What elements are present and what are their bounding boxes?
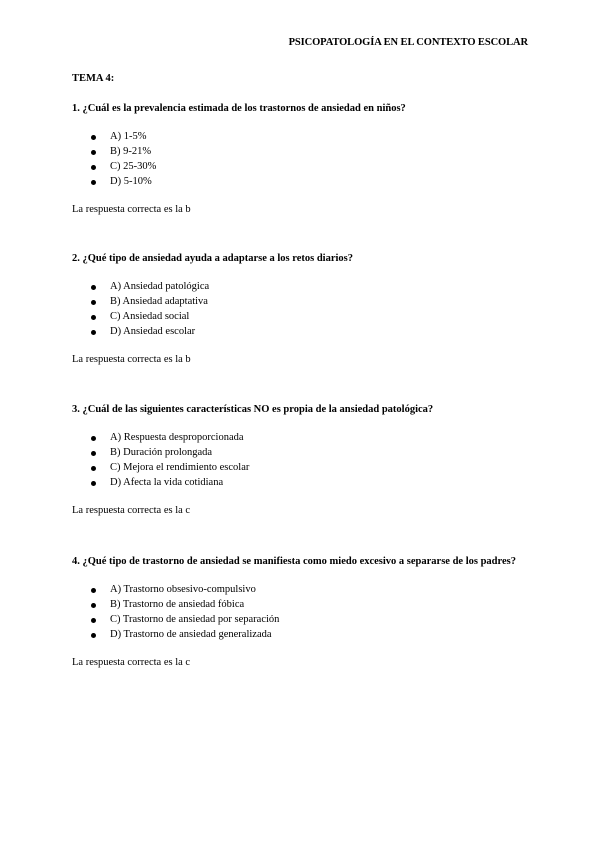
question-block-2 (72, 252, 528, 367)
option-label: A) 1-5% (110, 131, 147, 142)
bullet-icon (91, 285, 96, 290)
option-item (72, 294, 528, 309)
bullet-icon (91, 165, 96, 170)
option-label: D) Ansiedad escolar (110, 326, 196, 337)
option-item (72, 627, 528, 642)
option-label: A) Ansiedad patológica (110, 281, 210, 292)
option-item (72, 597, 528, 612)
option-item (72, 129, 528, 144)
option-label: A) Trastorno obsesivo-compulsivo (110, 584, 256, 595)
option-item (72, 144, 528, 159)
option-item (72, 612, 528, 627)
option-label: C) Ansiedad social (110, 311, 190, 322)
option-item (72, 430, 528, 445)
bullet-icon (91, 150, 96, 155)
bullet-icon (91, 300, 96, 305)
option-label: B) Duración prolongada (110, 447, 213, 458)
options-list (72, 279, 528, 339)
question-block-1 (72, 102, 528, 217)
option-item (72, 445, 528, 460)
option-item (72, 460, 528, 475)
bullet-icon (91, 451, 96, 456)
bullet-icon (91, 436, 96, 441)
bullet-icon (91, 633, 96, 638)
question-text: 2. ¿Qué tipo de ansiedad ayuda a adaptarse a los retos diarios? (72, 253, 354, 264)
question-block-4 (72, 555, 528, 670)
bullet-icon (91, 135, 96, 140)
bullet-icon (91, 180, 96, 185)
option-label: B) 9-21% (110, 146, 152, 157)
option-item (72, 159, 528, 174)
question-text: 3. ¿Cuál de las siguientes características NO es propia de la ansiedad patológica? (72, 404, 434, 415)
answer-text: La respuesta correcta es la c (72, 505, 191, 516)
answer-text: La respuesta correcta es la b (72, 204, 191, 215)
option-item (72, 475, 528, 490)
option-label: C) 25-30% (110, 161, 157, 172)
bullet-icon (91, 618, 96, 623)
answer-text: La respuesta correcta es la b (72, 354, 191, 365)
option-label: D) Trastorno de ansiedad generalizada (110, 629, 272, 640)
option-label: D) Afecta la vida cotidiana (110, 477, 224, 488)
option-item (72, 279, 528, 294)
options-list (72, 430, 528, 490)
option-item (72, 309, 528, 324)
question-text: 4. ¿Qué tipo de trastorno de ansiedad se manifiesta como miedo excesivo a separarse de los padres? (72, 556, 516, 567)
option-label: B) Ansiedad adaptativa (110, 296, 208, 307)
bullet-icon (91, 466, 96, 471)
option-item (72, 582, 528, 597)
option-item (72, 174, 528, 189)
bullet-icon (91, 330, 96, 335)
option-label: A) Respuesta desproporcionada (110, 432, 244, 443)
bullet-icon (91, 588, 96, 593)
question-text: 1. ¿Cuál es la prevalencia estimada de los trastornos de ansiedad en niños? (72, 103, 406, 114)
options-list (72, 129, 528, 189)
option-item (72, 324, 528, 339)
option-label: B) Trastorno de ansiedad fóbica (110, 599, 245, 610)
bullet-icon (91, 603, 96, 608)
bullet-icon (91, 315, 96, 320)
section-title: TEMA 4: (72, 73, 115, 84)
question-block-3 (72, 403, 528, 518)
option-label: D) 5-10% (110, 176, 152, 187)
bullet-icon (91, 481, 96, 486)
options-list (72, 582, 528, 642)
document-header: PSICOPATOLOGÍA EN EL CONTEXTO ESCOLAR (288, 37, 528, 48)
answer-text: La respuesta correcta es la c (72, 657, 191, 668)
option-label: C) Mejora el rendimiento escolar (110, 462, 250, 473)
option-label: C) Trastorno de ansiedad por separación (110, 614, 280, 625)
